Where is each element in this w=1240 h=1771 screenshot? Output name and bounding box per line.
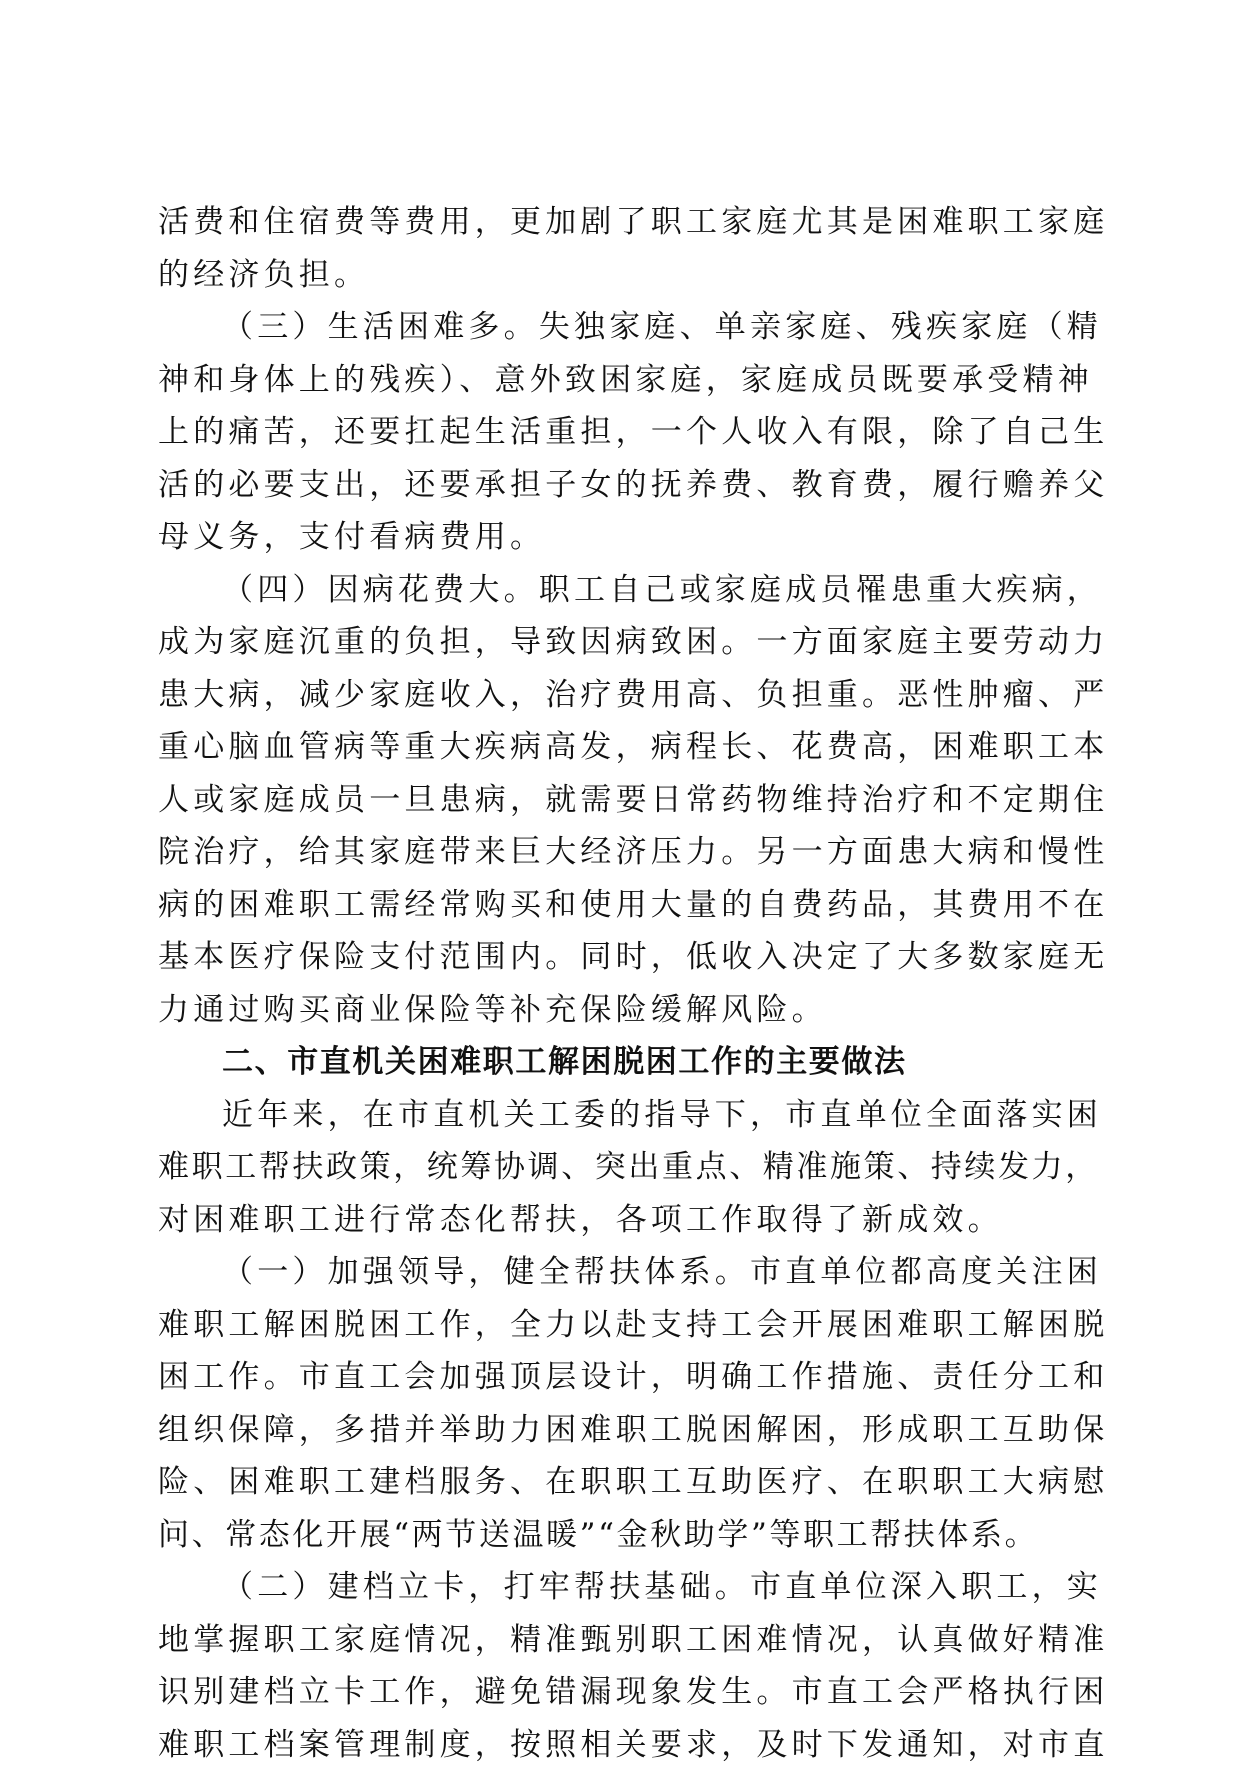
text-line: 患大病，减少家庭收入，治疗费用高、负担重。恶性肿瘤、严 — [158, 669, 1088, 722]
paragraph-start-line: （二）建档立卡，打牢帮扶基础。市直单位深入职工，实 — [158, 1561, 1088, 1614]
text-line: 地掌握职工家庭情况，精准甄别职工困难情况，认真做好精准 — [158, 1614, 1088, 1667]
text-line: 力通过购买商业保险等补充保险缓解风险。 — [158, 984, 1088, 1037]
text-line: 对困难职工进行常态化帮扶，各项工作取得了新成效。 — [158, 1194, 1088, 1247]
text-line: 成为家庭沉重的负担，导致因病致困。一方面家庭主要劳动力 — [158, 616, 1088, 669]
document-body — [158, 196, 1088, 1771]
section-heading: 二、市直机关困难职工解困脱困工作的主要做法 — [158, 1036, 1088, 1089]
text-line: 活费和住宿费等费用，更加剧了职工家庭尤其是困难职工家庭 — [158, 196, 1088, 249]
text-line: 活的必要支出，还要承担子女的抚养费、教育费，履行赡养父 — [158, 459, 1088, 512]
text-line: 母义务，支付看病费用。 — [158, 511, 1088, 564]
text-line: 困工作。市直工会加强顶层设计，明确工作措施、责任分工和 — [158, 1351, 1088, 1404]
text-line: 难职工帮扶政策，统筹协调、突出重点、精准施策、持续发力， — [158, 1141, 1088, 1194]
paragraph-start-line: （一）加强领导，健全帮扶体系。市直单位都高度关注困 — [158, 1246, 1088, 1299]
text-line: 难职工解困脱困工作，全力以赴支持工会开展困难职工解困脱 — [158, 1299, 1088, 1352]
paragraph-start-line: （四）因病花费大。职工自己或家庭成员罹患重大疾病， — [158, 564, 1088, 617]
text-line: 难职工档案管理制度，按照相关要求，及时下发通知，对市直 — [158, 1719, 1088, 1771]
text-line: 人或家庭成员一旦患病，就需要日常药物维持治疗和不定期住 — [158, 774, 1088, 827]
paragraph-start-line: 近年来，在市直机关工委的指导下，市直单位全面落实困 — [158, 1089, 1088, 1142]
text-line: 识别建档立卡工作，避免错漏现象发生。市直工会严格执行困 — [158, 1666, 1088, 1719]
text-line: 院治疗，给其家庭带来巨大经济压力。另一方面患大病和慢性 — [158, 826, 1088, 879]
text-line: 问、常态化开展“两节送温暖”“金秋助学”等职工帮扶体系。 — [158, 1509, 1088, 1562]
text-line: 的经济负担。 — [158, 249, 1088, 302]
text-line: 组织保障，多措并举助力困难职工脱困解困，形成职工互助保 — [158, 1404, 1088, 1457]
text-line: 病的困难职工需经常购买和使用大量的自费药品，其费用不在 — [158, 879, 1088, 932]
text-line: 重心脑血管病等重大疾病高发，病程长、花费高，困难职工本 — [158, 721, 1088, 774]
paragraph-start-line: （三）生活困难多。失独家庭、单亲家庭、残疾家庭（精 — [158, 301, 1088, 354]
text-line: 神和身体上的残疾）、意外致困家庭，家庭成员既要承受精神 — [158, 354, 1088, 407]
text-line: 险、困难职工建档服务、在职职工互助医疗、在职职工大病慰 — [158, 1456, 1088, 1509]
text-line: 基本医疗保险支付范围内。同时，低收入决定了大多数家庭无 — [158, 931, 1088, 984]
text-line: 上的痛苦，还要扛起生活重担，一个人收入有限，除了自己生 — [158, 406, 1088, 459]
